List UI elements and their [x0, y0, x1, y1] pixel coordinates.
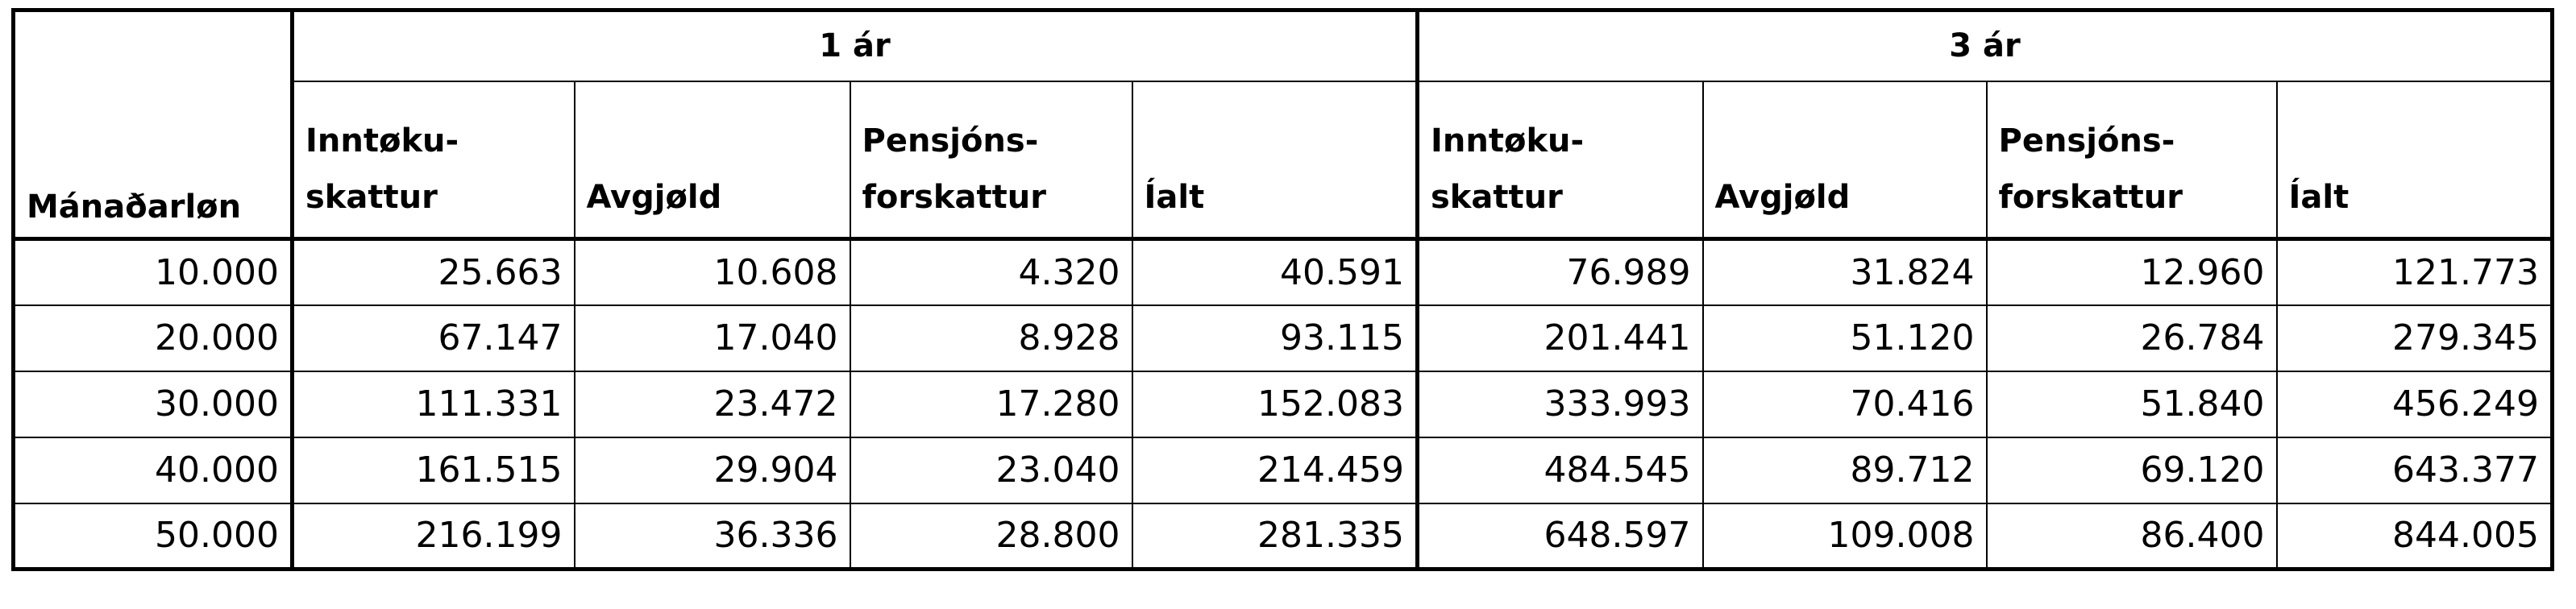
header-line: skattur: [305, 179, 438, 216]
header-line: Íalt: [2288, 179, 2350, 216]
table-cell: 17.040: [575, 305, 850, 371]
income-tax-header-3y: [1418, 81, 1703, 239]
table-cell: 10.608: [575, 239, 850, 305]
group-header-row: [14, 10, 2553, 81]
table-cell: 51.840: [1987, 371, 2277, 437]
table-cell: 93.115: [1132, 305, 1418, 371]
table-cell: 70.416: [1703, 371, 1987, 437]
monthly-salary-cell: 50.000: [14, 503, 293, 570]
group-header-3-years: 3 ár: [1418, 10, 2553, 81]
table-row: [14, 305, 2553, 371]
header-line: forskattur: [1998, 179, 2183, 216]
header-line: Íalt: [1144, 179, 1205, 216]
table-cell: 31.824: [1703, 239, 1987, 305]
table-cell: 648.597: [1418, 503, 1703, 570]
monthly-salary-cell: 20.000: [14, 305, 293, 371]
table-cell: 456.249: [2277, 371, 2553, 437]
table-cell: 89.712: [1703, 437, 1987, 503]
fees-header-1y: [575, 81, 850, 239]
table-cell: 76.989: [1418, 239, 1703, 305]
header-line: skattur: [1431, 179, 1563, 216]
header-line: Inntøku-: [1431, 122, 1585, 160]
table-cell: 161.515: [293, 437, 575, 503]
header-line: Avgjøld: [1714, 179, 1851, 216]
monthly-salary-cell: 40.000: [14, 437, 293, 503]
group-header-1-year: 1 ár: [293, 10, 1418, 81]
monthly-salary-cell: 30.000: [14, 371, 293, 437]
table-cell: 23.472: [575, 371, 850, 437]
fees-header-3y: [1703, 81, 1987, 239]
table-row: [14, 371, 2553, 437]
table-cell: 121.773: [2277, 239, 2553, 305]
header-line: Avgjøld: [586, 179, 722, 216]
table-cell: 12.960: [1987, 239, 2277, 305]
column-header-row: [14, 81, 2553, 239]
header-line: Pensjóns-: [1998, 122, 2175, 160]
table-cell: 51.120: [1703, 305, 1987, 371]
table-cell: 216.199: [293, 503, 575, 570]
table-cell: 29.904: [575, 437, 850, 503]
table-cell: 8.928: [850, 305, 1132, 371]
table-row: [14, 503, 2553, 570]
pension-tax-header-1y: [850, 81, 1132, 239]
monthly-salary-header: Mánaðarløn: [14, 81, 293, 239]
table-cell: 109.008: [1703, 503, 1987, 570]
tax-table: [11, 8, 2554, 571]
header-line: Pensjóns-: [862, 122, 1039, 160]
header-line: forskattur: [862, 179, 1046, 216]
header-line: Inntøku-: [305, 122, 459, 160]
table-cell: 279.345: [2277, 305, 2553, 371]
table-cell: 643.377: [2277, 437, 2553, 503]
income-tax-header-1y: [293, 81, 575, 239]
table-cell: 214.459: [1132, 437, 1418, 503]
table-cell: 23.040: [850, 437, 1132, 503]
table-cell: 152.083: [1132, 371, 1418, 437]
table-cell: 69.120: [1987, 437, 2277, 503]
total-header-1y: [1132, 81, 1418, 239]
table-row: [14, 437, 2553, 503]
table-cell: 844.005: [2277, 503, 2553, 570]
table-cell: 67.147: [293, 305, 575, 371]
monthly-salary-cell: 10.000: [14, 239, 293, 305]
pension-tax-header-3y: [1987, 81, 2277, 239]
corner-cell: [14, 10, 293, 81]
table-row: [14, 239, 2553, 305]
table-cell: 4.320: [850, 239, 1132, 305]
table-cell: 26.784: [1987, 305, 2277, 371]
table-cell: 40.591: [1132, 239, 1418, 305]
table-cell: 36.336: [575, 503, 850, 570]
table-cell: 17.280: [850, 371, 1132, 437]
total-header-3y: [2277, 81, 2553, 239]
table-cell: 25.663: [293, 239, 575, 305]
table-cell: 86.400: [1987, 503, 2277, 570]
table-cell: 111.331: [293, 371, 575, 437]
table-cell: 28.800: [850, 503, 1132, 570]
table-cell: 201.441: [1418, 305, 1703, 371]
table-cell: 484.545: [1418, 437, 1703, 503]
table-cell: 333.993: [1418, 371, 1703, 437]
table-cell: 281.335: [1132, 503, 1418, 570]
